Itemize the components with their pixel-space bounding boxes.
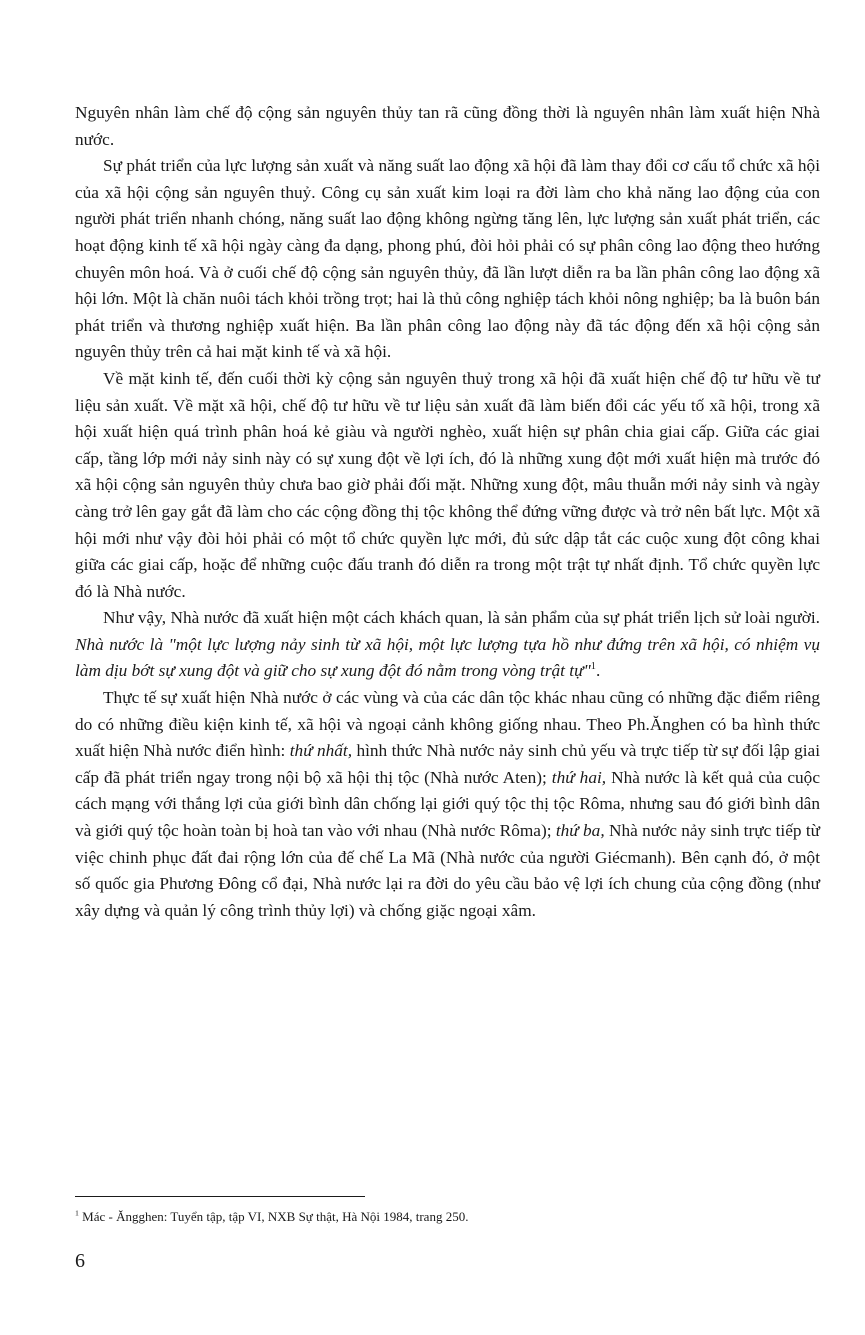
paragraph-2: Sự phát triển của lực lượng sản xuất và năng suất lao động xã hội đã làm thay đổi cơ cấu tổ chức xã hội của xã hội cộng sản nguyên thuỷ. Công cụ sản xuất kim loại ra đời làm cho khả năng lao động của con người phát triển nhanh chóng, năng suất lao động không ngừng tăng lên, lực lượng sản xuất phát triển, các hoạt động kinh tế xã hội ngày càng đa dạng, phong phú, đòi hỏi phải có sự phân công lao động theo hướng chuyên môn hoá. Và ở cuối chế độ cộng sản nguyên thủy, đã lần lượt diễn ra ba lần phân công lao động xã hội lớn. Một là chăn nuôi tách khỏi trồng trọt; hai là thủ công nghiệp tách khỏi nông nghiệp; ba là buôn bán phát triển và thương nghiệp xuất hiện. Ba lần phân công lao động này đã tác động đến xã hội cộng sản nguyên thủy trên cả hai mặt kinh tế và xã hội. [75,156,820,362]
paragraph-5-part-2: hình thức Nhà nước nảy sinh chủ yếu và trực tiếp từ sự đối lập giai cấp đã phát triển ngay trong nội bộ xã hội thị tộc (Nhà nước Aten); [75,741,821,787]
page-body [75,100,820,924]
paragraph-5 [75,685,820,924]
footnote-divider [75,1196,365,1197]
paragraph-3: Về mặt kinh tế, đến cuối thời kỳ cộng sản nguyên thuỷ trong xã hội đã xuất hiện chế độ tư hữu về tư liệu sản xuất. Về mặt xã hội, chế độ tư hữu về tư liệu sản xuất đã làm biến đổi các yếu tố xã hội, trong xã hội xuất hiện quá trình phân hoá kẻ giàu và người nghèo, xuất hiện sự phân chia giai cấp. Giữa các giai cấp, tầng lớp mới nảy sinh này có sự xung đột về lợi ích, đó là những xung đột mới xuất hiện mà trước đó xã hội cộng sản nguyên thủy chưa bao giờ phải đối mặt. Những xung đột, mâu thuẫn mới nảy sinh và ngày càng trở lên gay gắt đã làm cho các cộng đồng thị tộc không thể đứng vững được và trở nên bất lực. Một xã hội mới như vậy đòi hỏi phải có một tổ chức quyền lực mới, đủ sức dập tắt các cuộc xung đột công khai giữa các giai cấp, hoặc để những cuộc đấu tranh đó diễn ra trong một trật tự nhất định. Tổ chức quyền lực đó là Nhà nước. [75,368,820,601]
footnote-mark: 1 [75,1208,79,1218]
paragraph-5-part-3: Nhà nước là kết quả của cuộc cách mạng với thắng lợi của giới bình dân chống lại giới quý tộc thị tộc Rôma, nhưng sau đó giới bình dân và giới quý tộc hoàn toàn bị hoà tan vào với nhau (Nhà nước Rôma); [75,767,820,841]
quotation-italic: Nhà nước là "một lực lượng nảy sinh từ xã hội, một lực lượng tựa hồ như đứng trên xã hội, có nhiệm vụ làm dịu bớt sự xung đột và giữ cho sự xung đột đó nằm trong vòng trật tự" [75,634,820,681]
footnote [75,1208,820,1226]
paragraph-4-end: . [595,661,601,681]
paragraph-5-italic-1: thứ nhất, [289,741,353,761]
paragraph-5-part-1: Thực tế sự xuất hiện Nhà nước ở các vùng và của các dân tộc khác nhau cũng có những đặc điểm riêng do có những điều kiện kinh tế, xã hội và ngoại cảnh không giống nhau. Theo Ph.Ănghen có ba hình thức xuất hiện Nhà nước điển hình: [75,688,820,761]
paragraph-5-italic-3: thứ ba, [555,821,605,841]
paragraph-4-text: Như vậy, Nhà nước đã xuất hiện một cách khách quan, là sản phẩm của sự phát triển lịch sử loài người. [103,608,820,628]
paragraph-4 [75,605,820,685]
paragraph-5-part-4: Nhà nước nảy sinh trực tiếp từ việc chinh phục đất đai rộng lớn của đế chế La Mã (Nhà nước của người Giécmanh). Bên cạnh đó, ở một số quốc gia Phương Đông cổ đại, Nhà nước lại ra đời do yêu cầu bảo vệ lợi ích chung của cộng đồng (như xây dựng và quản lý công trình thủy lợi) và chống giặc ngoại xâm. [75,821,820,920]
paragraph-5-italic-2: thứ hai, [551,767,607,787]
footnote-ref[interactable]: 1 [590,661,596,673]
page-number: 6 [75,1250,85,1272]
paragraph-1: Nguyên nhân làm chế độ cộng sản nguyên thủy tan rã cũng đồng thời là nguyên nhân làm xuất hiện Nhà nước. [75,103,820,149]
footnote-text: Mác - Ăngghen: Tuyển tập, tập VI, NXB Sự thật, Hà Nội 1984, trang 250. [82,1209,469,1224]
